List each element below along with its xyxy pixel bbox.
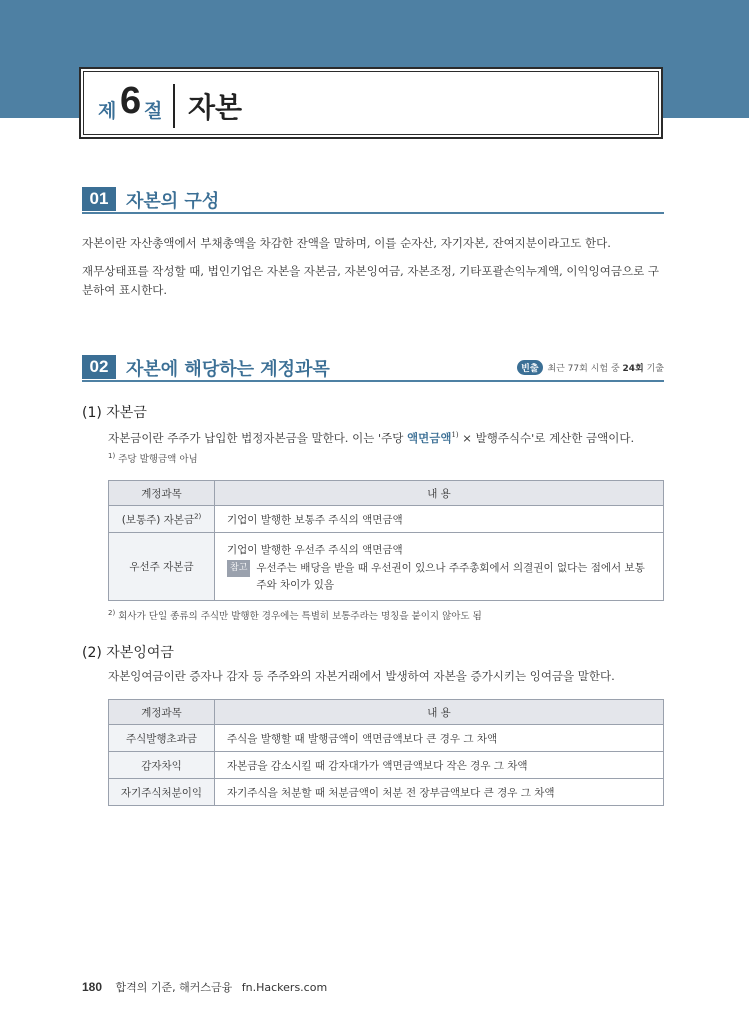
frequency-badge: 빈출 bbox=[517, 360, 542, 375]
table-value-cell: 자기주식을 처분할 때 처분금액이 처분 전 장부금액보다 큰 경우 그 차액 bbox=[215, 779, 664, 806]
table-row bbox=[109, 725, 664, 752]
table-value-cell: 기업이 발행한 우선주 주식의 액면금액 참고 우선주는 배당을 받을 때 우선권이 있으나 주주총회에서 의결권이 없다는 점에서 보통주와 차이가 있음 bbox=[215, 533, 664, 601]
table-value-cell: 자본금을 감소시킬 때 감자대가가 액면금액보다 작은 경우 그 차액 bbox=[215, 752, 664, 779]
table-row bbox=[109, 779, 664, 806]
subsection2-paragraph: 자본잉여금이란 증자나 감자 등 주주와의 자본거래에서 발생하여 자본을 증가시키는 잉여금을 말한다. bbox=[108, 669, 615, 683]
table-value-cell: 주식을 발행할 때 발행금액이 액면금액보다 큰 경우 그 차액 bbox=[215, 725, 664, 752]
capital-stock-table bbox=[108, 480, 664, 601]
section1-paragraph-2: 재무상태표를 작성할 때, 법인기업은 자본을 자본금, 자본잉여금, 자본조정, 기타포괄손익누계액, 이익잉여금으로 구분하여 표시한다. bbox=[82, 264, 659, 297]
section-heading-02 bbox=[82, 352, 664, 382]
table-key-cell: 자기주식처분이익 bbox=[109, 779, 215, 806]
table-header-cell: 계정과목 bbox=[109, 481, 215, 506]
highlight-term: 액면금액 bbox=[407, 430, 452, 445]
section1-paragraph-1: 자본이란 자산총액에서 부채총액을 차감한 잔액을 말하며, 이를 순자산, 자기자본, 잔여지분이라고도 한다. bbox=[82, 236, 611, 250]
section-title: 자본에 해당하는 계정과목 bbox=[126, 359, 330, 380]
table-header-cell: 내 용 bbox=[215, 700, 664, 725]
table-row bbox=[109, 752, 664, 779]
subsection1-paragraph: 자본금이란 주주가 납입한 법정자본금을 말한다. 이는 '주당 액면금액$^{1)}$ × 발행주식수'로 계산한 금액이다. bbox=[108, 430, 635, 445]
table-header-cell: 계정과목 bbox=[109, 700, 215, 725]
footer-slogan: 합격의 기준, 해커스금융 bbox=[115, 981, 233, 994]
footnote-1: $^{1)}$ 주당 발행금액 아님 bbox=[108, 451, 198, 465]
table-key-cell: 감자차익 bbox=[109, 752, 215, 779]
table-key-cell: 우선주 자본금 bbox=[109, 533, 215, 601]
table-row bbox=[109, 533, 664, 601]
table-header-cell: 내 용 bbox=[215, 481, 664, 506]
section-title: 자본의 구성 bbox=[126, 191, 220, 212]
table-header-row bbox=[109, 700, 664, 725]
footnote-2: $^{2)}$ 회사가 단일 종류의 주식만 발행한 경우에는 특별히 보통주라는 명칭을 붙이지 않아도 됨 bbox=[108, 608, 482, 622]
frequency-prefix: 최근 77회 시험 중 bbox=[547, 364, 620, 374]
section-number: 01 bbox=[82, 187, 116, 211]
frequency-suffix: 기출 bbox=[646, 364, 664, 374]
page-footer bbox=[82, 979, 327, 995]
chapter-divider bbox=[173, 84, 175, 128]
exam-frequency-note bbox=[517, 360, 664, 375]
subsection-title-1: (1) 자본금 bbox=[82, 405, 147, 421]
reference-note: 참고 우선주는 배당을 받을 때 우선권이 있으나 주주총회에서 의결권이 없다는 점에서 보통주와 차이가 있음 bbox=[227, 560, 651, 594]
table-key-cell: (보통주) 자본금$^{2)}$ bbox=[109, 506, 215, 533]
table-key-cell: 주식발행초과금 bbox=[109, 725, 215, 752]
chapter-prefix: 제 bbox=[98, 101, 117, 122]
chapter-title-box bbox=[79, 67, 663, 139]
reference-tag: 참고 bbox=[227, 560, 250, 577]
section-heading-01 bbox=[82, 184, 664, 214]
chapter-title: 자본 bbox=[188, 91, 243, 124]
chapter-suffix: 절 bbox=[144, 101, 163, 122]
frequency-count: 24회 bbox=[622, 364, 644, 374]
section-number: 02 bbox=[82, 355, 116, 379]
page-number: 180 bbox=[82, 980, 103, 994]
chapter-number: 6 bbox=[120, 80, 142, 122]
table-header-row bbox=[109, 481, 664, 506]
table-value-cell: 기업이 발행한 보통주 주식의 액면금액 bbox=[215, 506, 664, 533]
footer-url[interactable]: fn.Hackers.com bbox=[241, 981, 328, 994]
footnote-ref: 1) bbox=[451, 431, 459, 439]
capital-surplus-table bbox=[108, 699, 664, 806]
subsection-title-2: (2) 자본잉여금 bbox=[82, 645, 174, 661]
table-row bbox=[109, 506, 664, 533]
